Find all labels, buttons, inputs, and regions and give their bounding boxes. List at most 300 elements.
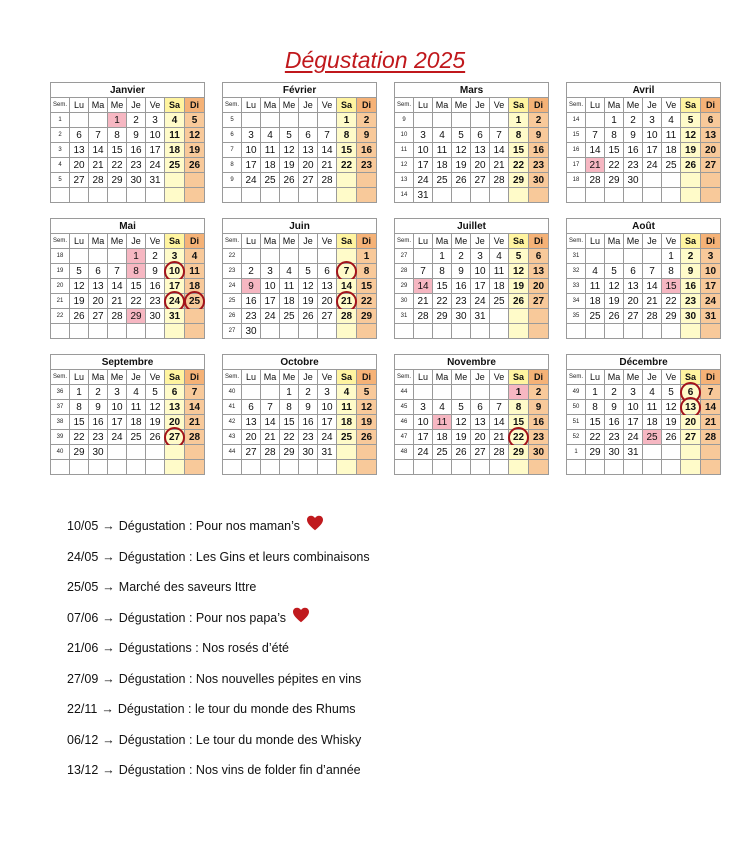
week-number: 43 xyxy=(223,430,242,445)
day-header: Ma xyxy=(89,370,108,385)
day-number: 7 xyxy=(649,265,655,277)
day-cell xyxy=(357,128,377,143)
day-cell xyxy=(108,279,127,294)
week-number: 18 xyxy=(567,173,586,188)
day-cell xyxy=(70,128,89,143)
day-header: Di xyxy=(185,98,205,113)
day-number: 9 xyxy=(630,129,636,141)
day-cell xyxy=(357,113,377,128)
day-cell xyxy=(452,309,471,324)
day-cell xyxy=(89,400,108,415)
month-name: Février xyxy=(223,83,377,98)
day-number: 3 xyxy=(630,386,636,398)
day-cell xyxy=(605,385,624,400)
day-cell xyxy=(414,143,433,158)
day-cell xyxy=(433,249,452,264)
day-number: 2 xyxy=(458,250,464,262)
week-header: Sem. xyxy=(51,234,70,249)
day-number: 4 xyxy=(133,386,139,398)
empty-cell xyxy=(185,309,205,324)
day-number: 9 xyxy=(687,265,694,277)
day-cell xyxy=(662,113,681,128)
day-number: 14 xyxy=(589,144,601,156)
day-cell xyxy=(605,113,624,128)
day-cell xyxy=(586,430,605,445)
day-number: 23 xyxy=(455,295,467,307)
day-cell xyxy=(337,113,357,128)
day-cell xyxy=(433,264,452,279)
day-number: 12 xyxy=(73,280,85,292)
day-cell xyxy=(509,128,529,143)
day-cell xyxy=(280,173,299,188)
day-number: 29 xyxy=(360,310,373,322)
day-number: 28 xyxy=(417,310,429,322)
day-cell xyxy=(146,400,165,415)
day-number: 20 xyxy=(532,280,545,292)
day-header: Sa xyxy=(509,234,529,249)
week-number xyxy=(223,460,242,475)
day-cell xyxy=(146,128,165,143)
day-cell xyxy=(662,128,681,143)
month-name: Septembre xyxy=(51,355,205,370)
empty-cell xyxy=(165,445,185,460)
day-cell xyxy=(471,415,490,430)
day-cell xyxy=(701,128,721,143)
week-number: 5 xyxy=(223,113,242,128)
day-number: 17 xyxy=(149,144,161,156)
day-cell xyxy=(318,430,337,445)
month-name: Novembre xyxy=(395,355,549,370)
empty-cell xyxy=(318,249,337,264)
arrow-right-icon: → xyxy=(102,610,115,625)
day-number: 8 xyxy=(439,265,445,277)
day-cell xyxy=(89,415,108,430)
day-header: Me xyxy=(280,234,299,249)
empty-cell xyxy=(662,188,681,203)
day-cell xyxy=(643,385,662,400)
empty-cell xyxy=(490,460,509,475)
day-cell xyxy=(299,279,318,294)
day-number: 10 xyxy=(627,401,639,413)
day-cell xyxy=(185,158,205,173)
empty-cell xyxy=(701,445,721,460)
day-number: 14 xyxy=(264,416,276,428)
day-number: 10 xyxy=(646,129,658,141)
day-number: 2 xyxy=(95,386,101,398)
day-header: Ma xyxy=(89,98,108,113)
event-text: Dégustation : Pour nos papa’s xyxy=(118,610,287,625)
event-date: 21/06 xyxy=(67,641,99,655)
day-number: 30 xyxy=(149,310,161,322)
empty-cell xyxy=(70,113,89,128)
empty-cell xyxy=(433,460,452,475)
day-cell xyxy=(605,264,624,279)
day-cell xyxy=(452,249,471,264)
empty-cell xyxy=(414,113,433,128)
empty-cell xyxy=(681,188,701,203)
day-header: Je xyxy=(127,98,146,113)
week-number: 30 xyxy=(395,294,414,309)
day-number: 11 xyxy=(189,265,200,277)
day-number: 18 xyxy=(168,144,181,156)
day-cell xyxy=(433,430,452,445)
day-number: 26 xyxy=(684,159,697,171)
day-number: 29 xyxy=(73,446,85,458)
empty-cell xyxy=(70,324,89,339)
day-header: Ve xyxy=(318,370,337,385)
day-header: Ve xyxy=(490,98,509,113)
day-cell xyxy=(337,415,357,430)
week-number xyxy=(395,324,414,339)
day-cell xyxy=(165,264,185,279)
week-number: 46 xyxy=(395,415,414,430)
day-cell xyxy=(318,143,337,158)
empty-cell xyxy=(280,324,299,339)
day-cell xyxy=(529,264,549,279)
empty-cell xyxy=(452,324,471,339)
day-number: 25 xyxy=(283,310,295,322)
day-number: 12 xyxy=(188,129,201,141)
day-cell xyxy=(165,158,185,173)
day-number: 13 xyxy=(321,280,333,292)
day-cell xyxy=(146,415,165,430)
empty-cell xyxy=(681,460,701,475)
day-number: 7 xyxy=(95,129,101,141)
empty-cell xyxy=(337,460,357,475)
week-number: 22 xyxy=(223,249,242,264)
day-number: 5 xyxy=(687,114,694,126)
empty-cell xyxy=(662,324,681,339)
empty-cell xyxy=(490,324,509,339)
day-cell xyxy=(127,294,146,309)
week-header: Sem. xyxy=(395,234,414,249)
day-number: 4 xyxy=(592,265,598,277)
day-number: 31 xyxy=(474,310,486,322)
empty-cell xyxy=(318,113,337,128)
day-cell xyxy=(662,143,681,158)
day-cell xyxy=(624,279,643,294)
empty-cell xyxy=(261,460,280,475)
day-number: 29 xyxy=(111,174,123,186)
week-number xyxy=(51,324,70,339)
month-10 xyxy=(222,354,376,475)
day-header: Ve xyxy=(146,370,165,385)
day-cell xyxy=(357,430,377,445)
event-item xyxy=(67,518,707,549)
day-cell xyxy=(624,385,643,400)
day-number: 2 xyxy=(248,265,254,277)
day-cell xyxy=(529,279,549,294)
empty-cell xyxy=(299,113,318,128)
day-number: 17 xyxy=(627,416,639,428)
day-header: Di xyxy=(185,234,205,249)
day-cell xyxy=(89,264,108,279)
day-cell xyxy=(70,158,89,173)
empty-cell xyxy=(280,460,299,475)
day-cell xyxy=(108,128,127,143)
day-cell xyxy=(681,113,701,128)
empty-cell xyxy=(318,188,337,203)
day-cell xyxy=(529,385,549,400)
day-cell xyxy=(70,279,89,294)
day-number: 5 xyxy=(152,386,158,398)
day-number: 22 xyxy=(589,431,601,443)
day-header: Je xyxy=(299,98,318,113)
day-cell xyxy=(108,173,127,188)
empty-cell xyxy=(624,249,643,264)
day-cell xyxy=(299,309,318,324)
day-number: 28 xyxy=(493,446,505,458)
day-number: 5 xyxy=(458,401,464,413)
day-number: 20 xyxy=(627,295,639,307)
month-name: Avril xyxy=(567,83,721,98)
day-header: Di xyxy=(357,370,377,385)
empty-cell xyxy=(701,460,721,475)
day-cell xyxy=(605,294,624,309)
day-number: 18 xyxy=(340,416,353,428)
day-number: 22 xyxy=(512,159,525,171)
day-number: 28 xyxy=(493,174,505,186)
day-cell xyxy=(280,445,299,460)
day-cell xyxy=(605,158,624,173)
day-cell xyxy=(299,385,318,400)
day-cell xyxy=(242,279,261,294)
day-cell xyxy=(452,415,471,430)
day-cell xyxy=(605,279,624,294)
day-number: 2 xyxy=(152,250,158,262)
day-cell xyxy=(471,294,490,309)
day-number: 19 xyxy=(188,144,201,156)
day-number: 21 xyxy=(92,159,104,171)
day-number: 22 xyxy=(360,295,373,307)
day-number: 27 xyxy=(168,431,181,443)
day-number: 16 xyxy=(149,280,161,292)
week-number: 42 xyxy=(223,415,242,430)
day-cell xyxy=(433,309,452,324)
empty-cell xyxy=(165,188,185,203)
week-number: 48 xyxy=(395,445,414,460)
empty-cell xyxy=(185,445,205,460)
day-cell xyxy=(452,445,471,460)
day-number: 28 xyxy=(589,174,601,186)
day-cell xyxy=(452,264,471,279)
month-7 xyxy=(394,218,548,339)
day-number: 11 xyxy=(169,129,180,141)
day-number: 20 xyxy=(92,295,104,307)
day-number: 23 xyxy=(92,431,104,443)
day-cell xyxy=(643,128,662,143)
week-number: 44 xyxy=(223,445,242,460)
day-number: 28 xyxy=(704,431,717,443)
day-number: 26 xyxy=(455,446,467,458)
day-cell xyxy=(146,294,165,309)
day-cell xyxy=(108,385,127,400)
day-cell xyxy=(242,445,261,460)
day-header: Di xyxy=(357,98,377,113)
day-number: 19 xyxy=(512,280,525,292)
day-number: 12 xyxy=(684,129,697,141)
day-number: 18 xyxy=(130,416,142,428)
week-number: 17 xyxy=(567,158,586,173)
day-cell xyxy=(261,400,280,415)
day-number: 21 xyxy=(493,159,505,171)
day-cell xyxy=(108,309,127,324)
day-cell xyxy=(337,279,357,294)
day-header: Di xyxy=(529,234,549,249)
day-cell xyxy=(681,143,701,158)
day-header: Di xyxy=(529,98,549,113)
day-cell xyxy=(357,158,377,173)
day-number: 10 xyxy=(321,401,333,413)
week-number: 5 xyxy=(51,173,70,188)
day-cell xyxy=(280,385,299,400)
empty-cell xyxy=(433,188,452,203)
day-number: 24 xyxy=(245,174,257,186)
month-name: Août xyxy=(567,219,721,234)
day-number: 20 xyxy=(168,416,181,428)
day-cell xyxy=(242,430,261,445)
day-number: 20 xyxy=(474,159,486,171)
day-number: 19 xyxy=(360,416,373,428)
month-name: Mai xyxy=(51,219,205,234)
day-cell xyxy=(70,264,89,279)
day-number: 5 xyxy=(76,265,82,277)
day-number: 21 xyxy=(340,295,353,307)
week-number: 44 xyxy=(395,385,414,400)
empty-cell xyxy=(108,445,127,460)
day-number: 28 xyxy=(188,431,201,443)
empty-cell xyxy=(586,324,605,339)
day-number: 23 xyxy=(684,295,697,307)
day-cell xyxy=(108,415,127,430)
day-cell xyxy=(471,264,490,279)
day-number: 18 xyxy=(589,295,601,307)
week-header: Sem. xyxy=(223,98,242,113)
day-number: 22 xyxy=(436,295,448,307)
day-number: 10 xyxy=(704,265,717,277)
day-number: 25 xyxy=(493,295,505,307)
day-number: 17 xyxy=(264,295,276,307)
day-cell xyxy=(165,249,185,264)
day-cell xyxy=(624,445,643,460)
month-5 xyxy=(50,218,204,339)
event-date: 06/12 xyxy=(67,732,99,747)
day-number: 30 xyxy=(92,446,104,458)
event-date: 22/11 xyxy=(67,702,98,716)
day-cell xyxy=(471,309,490,324)
day-number: 22 xyxy=(73,431,85,443)
day-cell xyxy=(701,385,721,400)
day-cell xyxy=(624,430,643,445)
day-number: 1 xyxy=(114,114,120,126)
day-number: 18 xyxy=(188,280,201,292)
day-number: 30 xyxy=(245,325,257,337)
day-cell xyxy=(337,128,357,143)
day-cell xyxy=(509,143,529,158)
day-number: 14 xyxy=(321,144,333,156)
day-cell xyxy=(357,279,377,294)
day-cell xyxy=(433,158,452,173)
day-cell xyxy=(509,158,529,173)
day-number: 28 xyxy=(340,310,353,322)
day-cell xyxy=(261,415,280,430)
day-cell xyxy=(165,430,185,445)
day-header: Lu xyxy=(242,370,261,385)
day-header: Je xyxy=(643,234,662,249)
event-item xyxy=(67,732,707,763)
day-cell xyxy=(261,158,280,173)
empty-cell xyxy=(509,324,529,339)
day-number: 22 xyxy=(130,295,142,307)
day-cell xyxy=(643,158,662,173)
day-cell xyxy=(701,249,721,264)
day-cell xyxy=(89,309,108,324)
day-header: Ma xyxy=(433,370,452,385)
month-name: Juin xyxy=(223,219,377,234)
day-cell xyxy=(509,415,529,430)
day-number: 12 xyxy=(455,144,467,156)
day-number: 25 xyxy=(436,174,448,186)
day-cell xyxy=(509,113,529,128)
day-cell xyxy=(471,445,490,460)
month-3 xyxy=(394,82,548,203)
day-number: 30 xyxy=(532,174,545,186)
day-cell xyxy=(624,264,643,279)
day-cell xyxy=(471,249,490,264)
day-cell xyxy=(509,430,529,445)
day-number: 16 xyxy=(532,144,545,156)
week-number xyxy=(51,460,70,475)
empty-cell xyxy=(357,445,377,460)
day-cell xyxy=(337,264,357,279)
day-number: 17 xyxy=(417,431,429,443)
day-number: 18 xyxy=(646,416,658,428)
empty-cell xyxy=(299,460,318,475)
month-2 xyxy=(222,82,376,203)
week-number: 25 xyxy=(223,294,242,309)
empty-cell xyxy=(452,385,471,400)
day-cell xyxy=(337,143,357,158)
day-number: 5 xyxy=(363,386,370,398)
day-number: 8 xyxy=(515,129,522,141)
day-cell xyxy=(414,279,433,294)
day-number: 24 xyxy=(111,431,123,443)
week-number xyxy=(395,460,414,475)
day-number: 16 xyxy=(608,416,620,428)
day-header: Sa xyxy=(337,370,357,385)
day-cell xyxy=(357,264,377,279)
event-text: Dégustation : Pour nos maman’s xyxy=(118,519,300,533)
day-cell xyxy=(108,400,127,415)
week-header: Sem. xyxy=(395,98,414,113)
day-cell xyxy=(108,143,127,158)
day-number: 19 xyxy=(149,416,161,428)
day-number: 16 xyxy=(684,280,697,292)
day-cell xyxy=(471,400,490,415)
day-cell xyxy=(318,309,337,324)
day-number: 26 xyxy=(608,310,620,322)
event-text: Marché des saveurs Ittre xyxy=(118,580,257,594)
day-number: 27 xyxy=(474,446,486,458)
day-number: 23 xyxy=(627,159,639,171)
day-number: 7 xyxy=(343,265,350,277)
day-cell xyxy=(529,249,549,264)
day-header: Sa xyxy=(681,234,701,249)
day-number: 1 xyxy=(343,114,350,126)
day-cell xyxy=(146,173,165,188)
arrow-right-icon: → xyxy=(102,549,115,564)
day-cell xyxy=(509,249,529,264)
